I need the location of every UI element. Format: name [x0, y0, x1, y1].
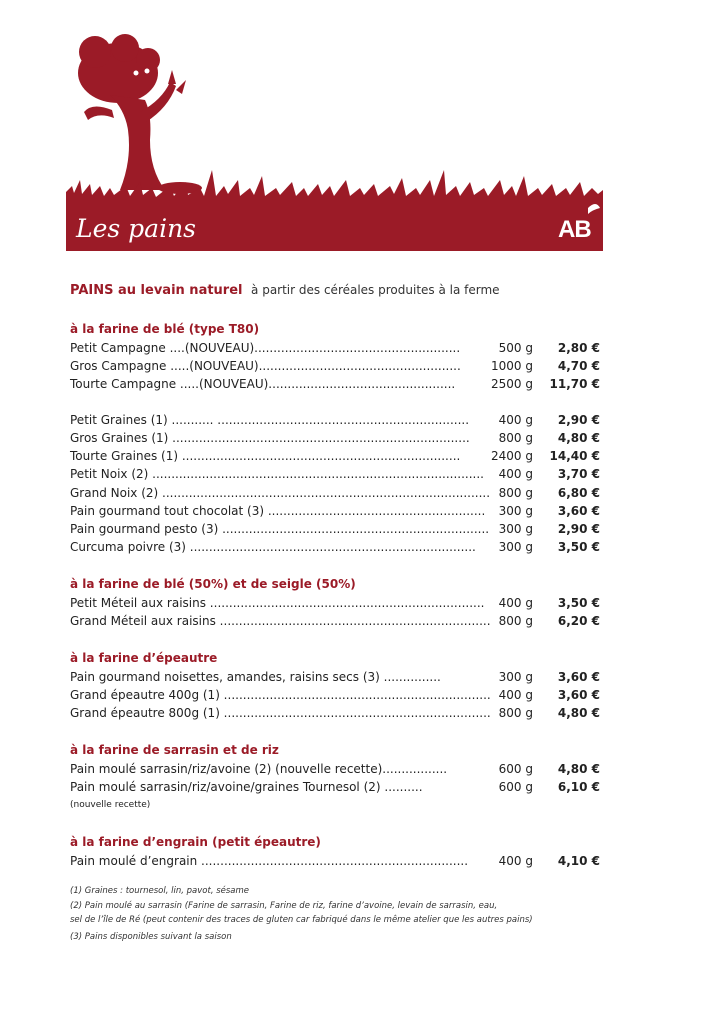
item-name: Gros Graines (1) ..............................................................................	[70, 431, 470, 445]
item-weight: 300 g	[498, 522, 533, 536]
list-item	[70, 854, 600, 872]
list-item	[70, 467, 600, 485]
item-name: Grand Noix (2) ......................................................................................	[70, 486, 491, 500]
list-item	[70, 522, 600, 540]
item-price: 3,50 €	[557, 540, 600, 554]
list-item	[70, 377, 600, 395]
main-heading-title: PAINS au levain naturel	[70, 283, 243, 298]
item-price: 4,70 €	[557, 359, 600, 373]
section-title: à la farine de blé (50%) et de seigle (50%)	[70, 577, 356, 591]
item-name: Curcuma poivre (3) ...........................................................................	[70, 540, 476, 554]
list-item	[70, 431, 600, 449]
list-item	[70, 486, 600, 504]
item-name: Gros Campagne .....(NOUVEAU).....................................................	[70, 359, 461, 373]
footnote: (1) Graines : tournesol, lin, pavot, sésame	[70, 886, 250, 896]
page-title: Les pains	[76, 214, 197, 243]
item-price: 4,80 €	[557, 706, 600, 720]
item-weight: 800 g	[498, 706, 533, 720]
section-title: à la farine de sarrasin et de riz	[70, 743, 279, 757]
footnote: (3) Pains disponibles suivant la saison	[70, 932, 232, 942]
item-weight: 300 g	[498, 504, 533, 518]
item-weight: 2400 g	[491, 449, 533, 463]
item-name: Petit Méteil aux raisins ........................................................................	[70, 596, 485, 610]
item-weight: 800 g	[498, 614, 533, 628]
item-weight: 500 g	[498, 341, 533, 355]
list-item	[70, 341, 600, 359]
section-title: à la farine d’épeautre	[70, 651, 218, 665]
main-heading-subtitle: à partir des céréales produites à la ferme	[251, 283, 500, 297]
tree-character-illustration	[78, 34, 202, 194]
item-price: 4,80 €	[557, 762, 600, 776]
item-name: Grand épeautre 400g (1) ......................................................................	[70, 688, 491, 702]
item-name: Grand Méteil aux raisins .......................................................................	[70, 614, 491, 628]
item-price: 3,60 €	[557, 688, 600, 702]
item-weight: 400 g	[498, 596, 533, 610]
item-price: 11,70 €	[549, 377, 600, 391]
item-name: Tourte Campagne .....(NOUVEAU).................................................	[70, 377, 456, 391]
item-price: 6,10 €	[557, 780, 600, 794]
item-name: Pain moulé sarrasin/riz/avoine (2) (nouvelle recette).................	[70, 762, 448, 776]
item-price: 3,60 €	[557, 670, 600, 684]
item-weight: 2500 g	[491, 377, 533, 391]
new-recipe-note: (nouvelle recette)	[70, 800, 151, 810]
main-heading	[70, 283, 500, 298]
item-weight: 800 g	[498, 431, 533, 445]
item-name: Petit Noix (2) .......................................................................................	[70, 467, 484, 481]
item-price: 2,90 €	[557, 413, 600, 427]
list-item	[70, 504, 600, 522]
list-item	[70, 706, 600, 724]
item-weight: 600 g	[498, 762, 533, 776]
item-price: 3,60 €	[557, 504, 600, 518]
item-price: 3,70 €	[557, 467, 600, 481]
item-name: Petit Graines (1) ........... ..................................................................	[70, 413, 470, 427]
item-weight: 400 g	[498, 467, 533, 481]
list-item	[70, 762, 600, 780]
list-item	[70, 359, 600, 377]
item-name: Grand épeautre 800g (1) ......................................................................	[70, 706, 491, 720]
footnote: sel de l’île de Ré (peut contenir des traces de gluten car fabriqué dans le même atelier que les autres pains)	[70, 915, 533, 925]
item-price: 3,50 €	[557, 596, 600, 610]
item-name: Pain moulé sarrasin/riz/avoine/graines Tournesol (2) ..........	[70, 780, 423, 794]
list-item	[70, 614, 600, 632]
item-price: 6,80 €	[557, 486, 600, 500]
item-weight: 800 g	[498, 486, 533, 500]
item-price: 2,90 €	[557, 522, 600, 536]
item-price: 2,80 €	[557, 341, 600, 355]
item-name: Tourte Graines (1) .........................................................................	[70, 449, 461, 463]
item-name: Pain moulé d’engrain ......................................................................	[70, 854, 469, 868]
item-weight: 300 g	[498, 540, 533, 554]
item-price: 14,40 €	[549, 449, 600, 463]
item-weight: 600 g	[498, 780, 533, 794]
item-weight: 1000 g	[491, 359, 533, 373]
section-title: à la farine de blé (type T80)	[70, 322, 260, 336]
list-item	[70, 413, 600, 431]
organic-ab-logo: AB	[558, 216, 591, 243]
list-item	[70, 596, 600, 614]
item-name: Pain gourmand noisettes, amandes, raisins secs (3) ...............	[70, 670, 441, 684]
item-price: 6,20 €	[557, 614, 600, 628]
item-weight: 300 g	[498, 670, 533, 684]
item-price: 4,10 €	[557, 854, 600, 868]
item-price: 4,80 €	[557, 431, 600, 445]
item-name: Pain gourmand pesto (3) ......................................................................	[70, 522, 490, 536]
list-item	[70, 540, 600, 558]
item-weight: 400 g	[498, 413, 533, 427]
item-name: Petit Campagne ....(NOUVEAU)......................................................	[70, 341, 461, 355]
list-item	[70, 780, 600, 798]
section-title: à la farine d’engrain (petit épeautre)	[70, 835, 321, 849]
list-item	[70, 670, 600, 688]
list-item	[70, 449, 600, 467]
footnote: (2) Pain moulé au sarrasin (Farine de sarrasin, Farine de riz, farine d’avoine, levain de sarrasin, eau,	[70, 901, 498, 911]
item-name: Pain gourmand tout chocolat (3) .........................................................	[70, 504, 486, 518]
list-item	[70, 688, 600, 706]
item-weight: 400 g	[498, 688, 533, 702]
item-weight: 400 g	[498, 854, 533, 868]
